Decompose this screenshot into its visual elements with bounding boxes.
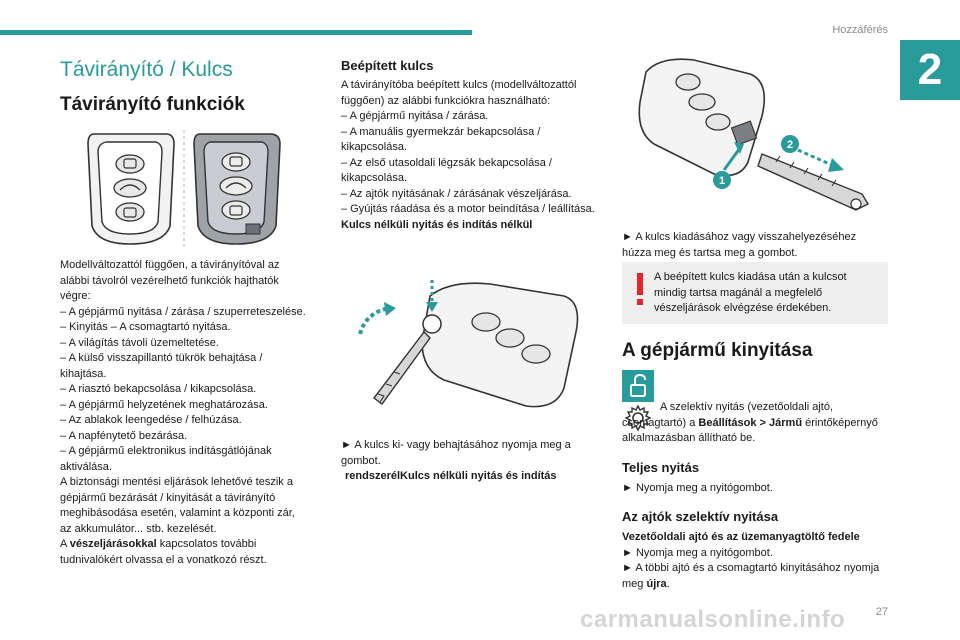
chapter-number: 2 [900, 40, 960, 100]
section-title: Távirányító / Kulcs [60, 58, 233, 81]
unlock-icon [622, 370, 654, 402]
keyless-tail: rendszerélKulcs nélküli nyitás és indítás [345, 470, 557, 482]
header-section-title: Hozzáférés [832, 24, 888, 36]
reference-link[interactable]: vészeljárásokkal [69, 538, 157, 550]
header-bar [0, 30, 472, 35]
list-item: – Gyújtás ráadása és a motor beindítása / leállítása. [341, 203, 595, 215]
list-item: – A napfénytető bezárása. [60, 429, 188, 442]
list-item: – A gépjármű elektronikus indításgátlójának aktiválása. [60, 445, 272, 473]
remote-key-illustration [84, 130, 284, 248]
list-item: – A manuális gyermekzár bekapcsolása / kikapcsolása. [341, 125, 541, 153]
key-intro: A távirányítóba beépített kulcs (modellváltozattól függően) az alábbi funkciókra használható: [341, 79, 577, 107]
heading-remote-functions: Távirányító funkciók [60, 94, 245, 115]
selective-settings-text: A szelektív nyitás (vezetőoldali ajtó, csomagtartó) a Beállítások > Jármű érintőképernyő alkalmazásban állítható be. [622, 401, 878, 444]
release-instruction: ► A kulcs kiadásához vagy visszahelyezéséhez húzza meg és tartsa meg a gombot. [622, 231, 857, 259]
list-item: – A világítás távoli üzemeltetése. [60, 336, 219, 349]
driver-door-title: Vezetőoldali ajtó és az üzemanyagtöltő fedele [622, 531, 860, 543]
list-item: – Az első utasoldali légzsák bekapcsolása / kikapcsolása. [341, 156, 552, 184]
heading-unlocking: A gépjármű kinyitása [622, 340, 813, 361]
callout-2: 2 [786, 139, 794, 151]
list-item: – A riasztó bekapcsolása / kikapcsolása. [60, 383, 257, 395]
heading-full-unlock: Teljes nyitás [622, 460, 700, 475]
list-item: – Az ajtók nyitásának / zárásának vészeljárása. [341, 187, 572, 200]
full-unlock-step: ► Nyomja meg a nyitógombot. [622, 482, 773, 494]
fold-key-illustration [350, 272, 590, 422]
list-item: – Kinyitás – A csomagtartó nyitása. [60, 321, 231, 333]
list-item: – A gépjármű nyitása / zárása / szuperreteszelése. [60, 305, 306, 318]
heading-selective-unlock: Az ajtók szelektív nyitása [622, 509, 779, 524]
selective-step-1: ► Nyomja meg a nyitógombot. [622, 546, 773, 559]
reference-text: A vészeljárásokkal kapcsolatos további tudnivalókért olvassa el a vonatkozó részt. [60, 538, 267, 566]
list-item: – A külső visszapillantó tükrök behajtása / kihajtása. [60, 352, 263, 380]
keyless-note: Kulcs nélküli nyitás és indítás nélkül [341, 218, 533, 231]
remote-intro: Modellváltozattól függően, a távirányítóval az alábbi távolról vezérelhető funkciók hajthatók végre: [60, 259, 280, 302]
selective-step-2: ► A többi ajtó és a csomagtartó kinyitásához nyomja meg újra. [622, 562, 880, 590]
watermark: carmanualsonline.info [580, 606, 846, 633]
safety-text: A biztonsági mentési eljárások lehetővé teszik a gépjármű bezárását / kinyitását a távirányító meghibásodása esetén, valamint a központi zár, az akkumulátor... stb. kezelését. [60, 476, 295, 535]
callout-1: 1 [718, 175, 726, 187]
list-item: – Az ablakok leengedése / felhúzása. [60, 414, 242, 426]
list-item: – A gépjármű helyzetének meghatározása. [60, 398, 268, 411]
fold-instruction: ► A kulcs ki- vagy behajtásához nyomja meg a gombot. [341, 439, 571, 467]
list-item: – A gépjármű nyitása / zárása. [341, 110, 489, 122]
warning-text: A beépített kulcs kiadása után a kulcsot mindig tartsa magánál a megfelelő vészeljárások elvégzése érdekében. [654, 271, 847, 314]
key-release-illustration [630, 52, 880, 220]
page-number: 27 [875, 606, 888, 618]
heading-built-in-key: Beépített kulcs [341, 58, 434, 73]
